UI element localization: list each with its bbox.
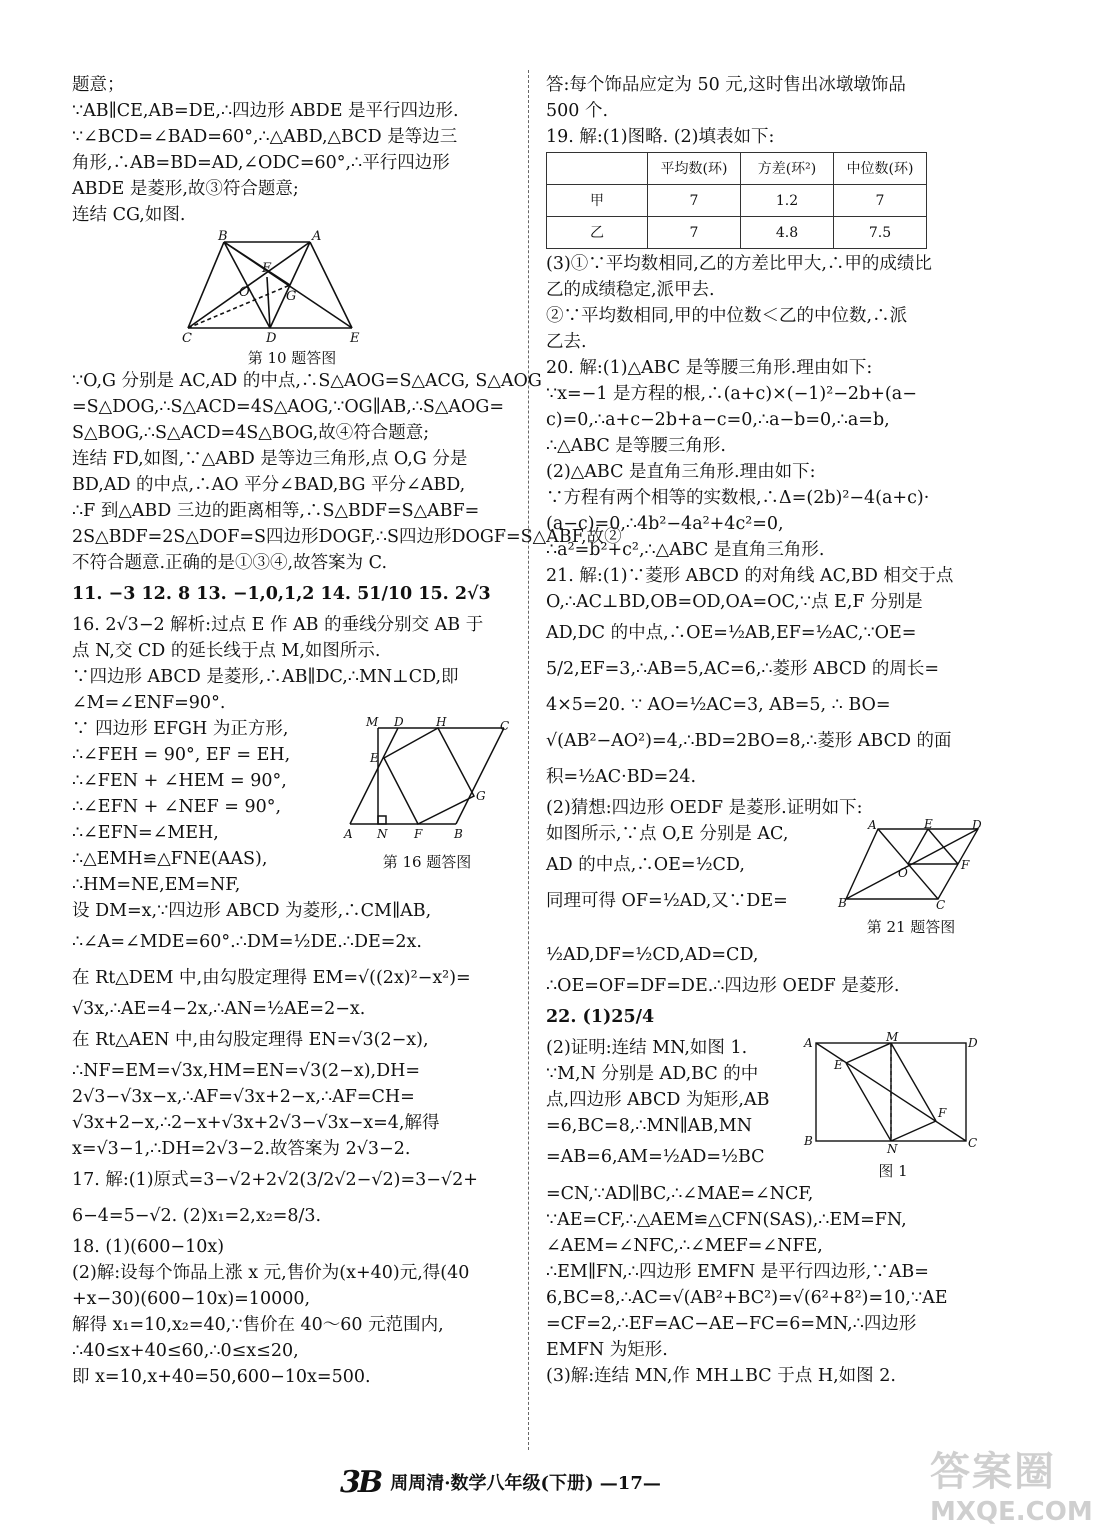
text-line: EMFN 为矩形. bbox=[546, 1340, 668, 1360]
right-column bbox=[546, 72, 986, 1389]
text-line: (2)△ABC 是直角三角形.理由如下: bbox=[546, 462, 816, 482]
label-N: N bbox=[377, 827, 388, 841]
label-C: C bbox=[968, 1136, 978, 1150]
text-line: ∴△ABC 是等腰三角形. bbox=[546, 436, 726, 456]
text-line: 19. 解:(1)图略. (2)填表如下: bbox=[546, 127, 775, 147]
text-line: 点,四边形 ABCD 为矩形,AB bbox=[546, 1090, 770, 1110]
table-cell: 7.5 bbox=[834, 217, 927, 249]
label-N: N bbox=[887, 1142, 898, 1156]
label-E: E bbox=[924, 817, 933, 831]
text-line: 5/2,EF=3,∴AB=5,AC=6,∴菱形 ABCD 的周长= bbox=[546, 659, 940, 679]
table-cell: 7 bbox=[834, 185, 927, 217]
q21-block bbox=[546, 817, 986, 937]
text-line: =6,BC=8,∴MN∥AB,MN bbox=[546, 1116, 753, 1136]
text-line: √3x+2−x,∴2−x+√3x+2√3−√3x−x=4,解得 bbox=[72, 1113, 440, 1133]
text-line: ∴NF=EM=√3x,HM=EN=√3(2−x),DH= bbox=[72, 1061, 421, 1081]
text-line: (3)①∵平均数相同,乙的方差比甲大,∴甲的成绩比 bbox=[546, 254, 932, 274]
text-line: ∵四边形 ABCD 是菱形,∴AB∥DC,∴MN⊥CD,即 bbox=[72, 667, 459, 687]
figure-22-1 bbox=[802, 1030, 984, 1156]
text-line: 解得 x₁=10,x₂=40,∵售价在 40～60 元范围内, bbox=[72, 1315, 444, 1335]
text-line: ∴a²=b²+c²,∴△ABC 是直角三角形. bbox=[546, 540, 825, 560]
q22-block bbox=[546, 1030, 986, 1181]
text-line: (a−c)=0,∴4b²−4a²+4c²=0, bbox=[546, 514, 784, 534]
watermark bbox=[930, 1440, 1100, 1530]
table-cell: 7 bbox=[648, 217, 741, 249]
text-line: S△BOG,∴S△ACD=4S△BOG,故④符合题意; bbox=[72, 423, 430, 443]
text-line: ∴40≤x+40≤60,∴0≤x≤20, bbox=[72, 1341, 299, 1361]
text-line: 17. 解:(1)原式=3−√2+2√2(3/2√2−√2)=3−√2+ bbox=[72, 1170, 478, 1190]
text-line: 16. 2√3−2 解析:过点 E 作 AB 的垂线分别交 AB 于 bbox=[72, 615, 484, 635]
label-A: A bbox=[804, 1036, 813, 1050]
text-line: ∴HM=NE,EM=NF, bbox=[72, 875, 241, 895]
figure-caption: 第 10 题答图 bbox=[247, 349, 337, 367]
text-line: AD,DC 的中点,∴OE=½AB,EF=½AC,∵OE= bbox=[546, 623, 917, 643]
text-line: ½AD,DF=½CD,AD=CD, bbox=[546, 945, 759, 965]
label-C: C bbox=[500, 719, 510, 733]
text-line: ∴OE=OF=DF=DE.∴四边形 OEDF 是菱形. bbox=[546, 976, 900, 996]
label-A: A bbox=[312, 229, 322, 244]
page-footer bbox=[340, 1462, 780, 1502]
text-line: ∴∠EFN + ∠NEF = 90°, bbox=[72, 797, 282, 817]
text-line: 20. 解:(1)△ABC 是等腰三角形.理由如下: bbox=[546, 358, 873, 378]
text-line: √(AB²−AO²)=4,∴BD=2BO=8,∴菱形 ABCD 的面 bbox=[546, 731, 952, 751]
label-F: F bbox=[938, 1106, 947, 1120]
text-line: 21. 解:(1)∵菱形 ABCD 的对角线 AC,BD 相交于点 bbox=[546, 566, 954, 586]
text-line: ∴EM∥FN,∴四边形 EMFN 是平行四边形,∵AB= bbox=[546, 1262, 929, 1282]
text-line: ∵ 四边形 EFGH 为正方形, bbox=[72, 719, 289, 739]
text-line: ∵AE=CF,∴△AEM≌△CFN(SAS),∴EM=FN, bbox=[546, 1210, 907, 1230]
label-D: D bbox=[968, 1036, 978, 1050]
text-line: 如图所示,∵点 O,E 分别是 AC, bbox=[546, 824, 789, 844]
q16-block bbox=[72, 716, 512, 898]
figure-16 bbox=[344, 716, 510, 844]
label-D: D bbox=[394, 715, 404, 729]
column-divider bbox=[528, 70, 529, 1450]
label-G: G bbox=[476, 789, 486, 803]
label-C: C bbox=[936, 898, 946, 912]
table-cell: 1.2 bbox=[741, 185, 834, 217]
text-line: 答:每个饰品应定为 50 元,这时售出冰墩墩饰品 bbox=[546, 75, 906, 95]
text-line: x=√3−1,∴DH=2√3−2.故答案为 2√3−2. bbox=[72, 1139, 411, 1159]
table-header-cell: 方差(环²) bbox=[741, 153, 834, 185]
label-M: M bbox=[366, 715, 379, 729]
text-line: (2)猜想:四边形 OEDF 是菱形.证明如下: bbox=[546, 798, 863, 818]
text-line: (2)证明:连结 MN,如图 1. bbox=[546, 1038, 748, 1058]
text-line: ∵方程有两个相等的实数根,∴Δ=(2b)²−4(a+c)· bbox=[546, 488, 930, 508]
text-line: AD 的中点,∴OE=½CD, bbox=[546, 855, 745, 875]
label-E: E bbox=[834, 1058, 843, 1072]
text-line: 4×5=20. ∵ AO=½AC=3, AB=5, ∴ BO= bbox=[546, 695, 891, 715]
text-line: =CF=2,∴EF=AC−AE−FC=6=MN,∴四边形 bbox=[546, 1314, 917, 1334]
label-O: O bbox=[898, 866, 908, 880]
label-B: B bbox=[218, 229, 228, 244]
figure-10 bbox=[182, 229, 402, 346]
text-line: 设 DM=x,∵四边形 ABCD 为菱形,∴CM∥AB, bbox=[72, 901, 432, 921]
table-cell: 甲 bbox=[547, 185, 648, 217]
text-line: 乙去. bbox=[546, 332, 587, 352]
label-F: F bbox=[414, 827, 423, 841]
label-A: A bbox=[344, 827, 353, 841]
text-line: 6−4=5−√2. (2)x₁=2,x₂=8/3. bbox=[72, 1206, 322, 1226]
figure-caption: 图 1 bbox=[878, 1162, 908, 1180]
table-header-cell: 中位数(环) bbox=[834, 153, 927, 185]
text-line: ABDE 是菱形,故③符合题意; bbox=[72, 179, 299, 199]
text-line: ∴∠FEN + ∠HEM = 90°, bbox=[72, 771, 287, 791]
label-B: B bbox=[838, 896, 847, 910]
text-line: ②∵平均数相同,甲的中位数＜乙的中位数,∴派 bbox=[546, 306, 908, 326]
text-line: 即 x=10,x+40=50,600−10x=500. bbox=[72, 1367, 371, 1387]
text-line: =CN,∵AD∥BC,∴∠MAE=∠NCF, bbox=[546, 1184, 814, 1204]
text-line: 不符合题意.正确的是①③④,故答案为 C. bbox=[72, 553, 388, 573]
label-D: D bbox=[972, 818, 982, 832]
text-line: √3x,∴AE=4−2x,∴AN=½AE=2−x. bbox=[72, 999, 366, 1019]
text-line: =S△DOG,∴S△ACD=4S△AOG,∵OG∥AB,∴S△AOG= bbox=[72, 397, 505, 417]
table-row bbox=[547, 185, 927, 217]
score-table bbox=[546, 152, 927, 249]
text-line: 2S△BDF=2S△DOF=S四边形DOGF,∴S四边形DOGF=S△ABF,故② bbox=[72, 527, 622, 547]
text-line: BD,AD 的中点,∴AO 平分∠BAD,BG 平分∠ABD, bbox=[72, 475, 466, 495]
text-line: 题意； bbox=[72, 75, 125, 95]
watermark-url: MXQE.COM bbox=[930, 1497, 1093, 1527]
text-line: c)=0,∴a+c−2b+a−c=0,∴a−b=0,∴a=b, bbox=[546, 410, 890, 430]
figure-caption: 第 21 题答图 bbox=[866, 918, 956, 936]
label-G: G bbox=[286, 289, 297, 304]
publisher-logo: 3B bbox=[340, 1464, 381, 1500]
text-line: ∵x=−1 是方程的根,∴(a+c)×(−1)²−2b+(a− bbox=[546, 384, 917, 404]
label-F: F bbox=[262, 261, 272, 276]
label-C: C bbox=[182, 331, 192, 346]
label-M: M bbox=[886, 1030, 899, 1044]
label-B: B bbox=[454, 827, 463, 841]
text-line: 连结 CG,如图. bbox=[72, 205, 186, 225]
text-line: 在 Rt△DEM 中,由勾股定理得 EM=√((2x)²−x²)= bbox=[72, 968, 471, 988]
text-line: =AB=6,AM=½AD=½BC bbox=[546, 1147, 765, 1167]
table-header-cell bbox=[547, 153, 648, 185]
label-E: E bbox=[350, 331, 360, 346]
text-line: ∠M=∠ENF=90°. bbox=[72, 693, 226, 713]
text-line: +x−30)(600−10x)=10000, bbox=[72, 1289, 311, 1309]
table-header-cell: 平均数(环) bbox=[648, 153, 741, 185]
label-H: H bbox=[436, 715, 447, 729]
label-F: F bbox=[961, 858, 970, 872]
figure-21 bbox=[838, 817, 984, 912]
text-line: ∵M,N 分别是 AD,BC 的中 bbox=[546, 1064, 759, 1084]
text-line: 2√3−√3x−x,∴AF=√3x+2−x,∴AF=CH= bbox=[72, 1087, 415, 1107]
text-line: 同理可得 OF=½AD,又∵DE= bbox=[546, 891, 788, 911]
text-line: O,∴AC⊥BD,OB=OD,OA=OC,∵点 E,F 分别是 bbox=[546, 592, 923, 612]
label-D: D bbox=[266, 331, 277, 346]
text-line: ∴∠FEH = 90°, EF = EH, bbox=[72, 745, 291, 765]
table-cell: 4.8 bbox=[741, 217, 834, 249]
label-E: E bbox=[370, 751, 379, 765]
text-line: 18. (1)(600−10x) bbox=[72, 1237, 225, 1257]
text-line: 点 N,交 CD 的延长线于点 M,如图所示. bbox=[72, 641, 381, 661]
text-line: ∴△EMH≌△FNE(AAS), bbox=[72, 849, 268, 869]
text-line: 22. (1)25/4 bbox=[546, 1007, 655, 1027]
text-line: ∴∠A=∠MDE=60°.∴DM=½DE.∴DE=2x. bbox=[72, 932, 422, 952]
table-header-row bbox=[547, 153, 927, 185]
text-line: 连结 FD,如图,∵△ABD 是等边三角形,点 O,G 分是 bbox=[72, 449, 468, 469]
figure-caption: 第 16 题答图 bbox=[382, 853, 472, 871]
table-cell: 乙 bbox=[547, 217, 648, 249]
text-line: 6,BC=8,∴AC=√(AB²+BC²)=√(6²+8²)=10,∵AE bbox=[546, 1288, 948, 1308]
table-cell: 7 bbox=[648, 185, 741, 217]
text-line: 在 Rt△AEN 中,由勾股定理得 EN=√3(2−x), bbox=[72, 1030, 429, 1050]
label-A: A bbox=[868, 818, 877, 832]
text-line: (3)解:连结 MN,作 MH⊥BC 于点 H,如图 2. bbox=[546, 1366, 896, 1386]
label-O: O bbox=[239, 285, 250, 300]
text-line: ∵AB∥CE,AB=DE,∴四边形 ABDE 是平行四边形. bbox=[72, 101, 459, 121]
answers-11-15: 11. −3 12. 8 13. −1,0,1,2 14. 51/10 15. 2√3 bbox=[72, 584, 491, 604]
text-line: 角形,∴AB=BD=AD,∠ODC=60°,∴平行四边形 bbox=[72, 153, 450, 173]
label-B: B bbox=[804, 1134, 813, 1148]
text-line: (2)解:设每个饰品上涨 x 元,售价为(x+40)元,得(40 bbox=[72, 1263, 470, 1283]
table-row bbox=[547, 217, 927, 249]
text-line: ∴∠EFN=∠MEH, bbox=[72, 823, 219, 843]
footer-text: 周周清·数学八年级(下册) —17— bbox=[390, 1473, 661, 1494]
text-line: 500 个. bbox=[546, 101, 609, 121]
watermark-text: 答案圈 bbox=[930, 1448, 1056, 1495]
text-line: ∵∠BCD=∠BAD=60°,∴△ABD,△BCD 是等边三 bbox=[72, 127, 458, 147]
text-line: ∴F 到△ABD 三边的距离相等,∴S△BDF=S△ABF= bbox=[72, 501, 480, 521]
text-line: 乙的成绩稳定,派甲去. bbox=[546, 280, 715, 300]
text-line: ∠AEM=∠NFC,∴∠MEF=∠NFE, bbox=[546, 1236, 823, 1256]
text-line: 积=½AC·BD=24. bbox=[546, 767, 697, 787]
text-line: ∵O,G 分别是 AC,AD 的中点,∴S△AOG=S△ACG, S△AOG bbox=[72, 371, 542, 391]
